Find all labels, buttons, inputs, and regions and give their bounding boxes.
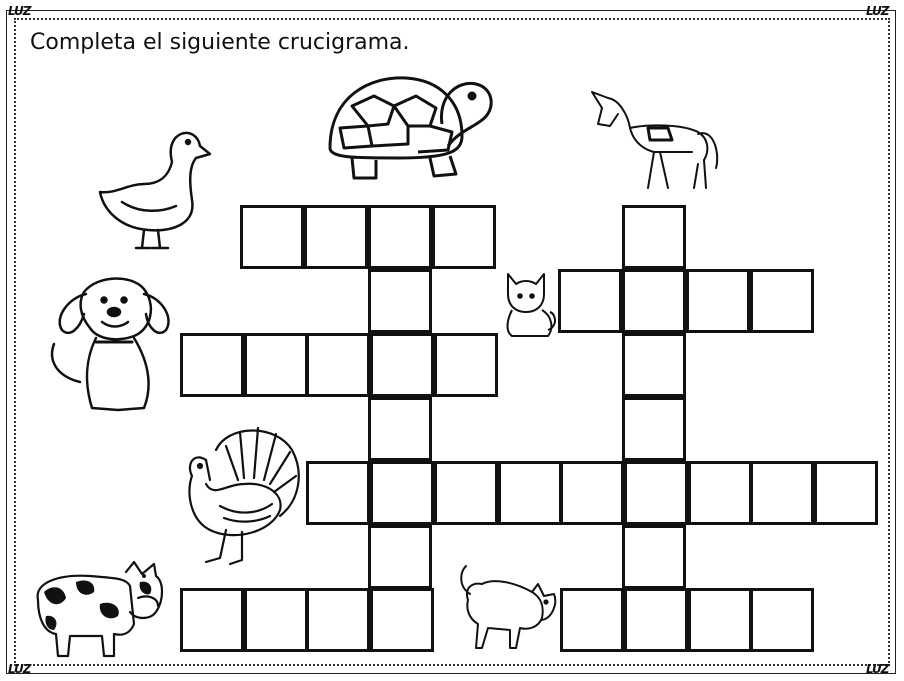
crossword-cell[interactable] <box>688 588 752 652</box>
crossword-cell[interactable] <box>240 205 304 269</box>
crossword-cell[interactable] <box>750 461 814 525</box>
corner-tag-bottom-right: LUZ <box>866 662 889 676</box>
crossword-cell[interactable] <box>432 205 496 269</box>
crossword-cell[interactable] <box>434 333 498 397</box>
crossword-cell[interactable] <box>244 588 308 652</box>
crossword-cell[interactable] <box>306 588 370 652</box>
crossword-cell[interactable] <box>624 461 688 525</box>
crossword-cell[interactable] <box>560 588 624 652</box>
crossword-cell[interactable] <box>368 397 432 461</box>
crossword-cell[interactable] <box>368 205 432 269</box>
crossword-cell[interactable] <box>622 205 686 269</box>
crossword-cell[interactable] <box>622 397 686 461</box>
crossword-cell[interactable] <box>306 333 370 397</box>
cat-icon <box>498 268 560 340</box>
crossword-cell[interactable] <box>622 525 686 589</box>
duck-icon <box>92 120 216 255</box>
bull-icon <box>454 562 560 658</box>
corner-tag-top-right: LUZ <box>866 4 889 18</box>
crossword-cell[interactable] <box>558 269 622 333</box>
crossword-cell[interactable] <box>686 269 750 333</box>
crossword-cell[interactable] <box>368 525 432 589</box>
turkey-icon <box>180 420 302 570</box>
crossword-cell[interactable] <box>814 461 878 525</box>
crossword-cell[interactable] <box>370 588 434 652</box>
corner-tag-top-left: LUZ <box>8 4 31 18</box>
crossword-cell[interactable] <box>370 333 434 397</box>
crossword-cell[interactable] <box>498 461 562 525</box>
crossword-cell[interactable] <box>560 461 624 525</box>
crossword-cell[interactable] <box>244 333 308 397</box>
crossword-cell[interactable] <box>180 333 244 397</box>
cow-icon <box>30 552 170 664</box>
corner-tag-bottom-left: LUZ <box>8 662 31 676</box>
dog-icon <box>40 272 180 418</box>
crossword-cell[interactable] <box>750 588 814 652</box>
crossword-cell[interactable] <box>622 333 686 397</box>
horse-icon <box>588 84 720 196</box>
crossword-cell[interactable] <box>370 461 434 525</box>
crossword-cell[interactable] <box>368 269 432 333</box>
worksheet-title: Completa el siguiente crucigrama. <box>30 30 410 55</box>
crossword-cell[interactable] <box>306 461 370 525</box>
crossword-cell[interactable] <box>624 588 688 652</box>
crossword-cell[interactable] <box>304 205 368 269</box>
crossword-cell[interactable] <box>434 461 498 525</box>
crossword-cell[interactable] <box>622 269 686 333</box>
crossword-cell[interactable] <box>180 588 244 652</box>
turtle-icon <box>322 66 498 190</box>
crossword-cell[interactable] <box>688 461 752 525</box>
crossword-cell[interactable] <box>750 269 814 333</box>
